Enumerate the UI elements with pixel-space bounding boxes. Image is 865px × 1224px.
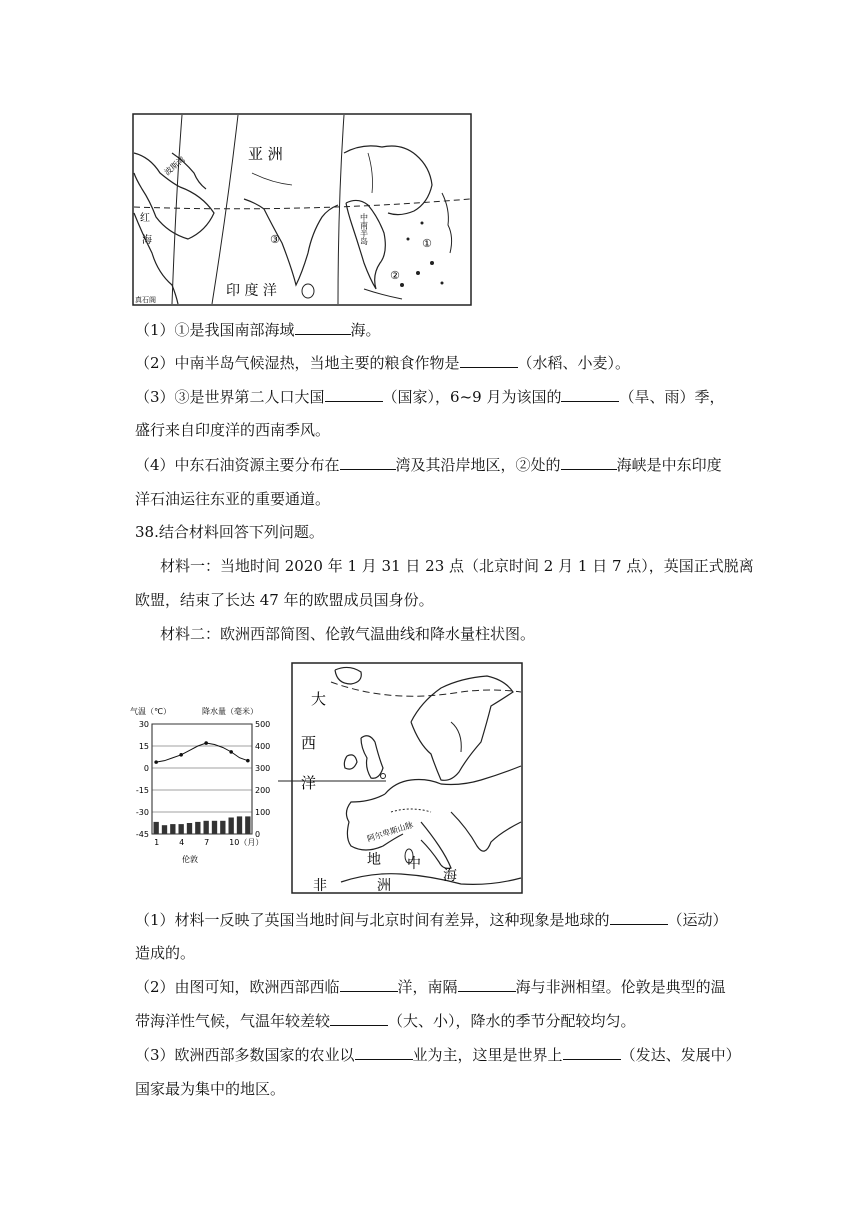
- map2-xi-label: 西: [301, 734, 317, 752]
- temperature-point: [229, 750, 233, 754]
- q38-line-3b: [135, 1079, 285, 1099]
- map2-hai-label: 海: [443, 868, 457, 884]
- chart-left-tick-label: 15: [138, 742, 149, 751]
- chart-right-tick-label: 200: [255, 786, 271, 795]
- map2-zhong-label: 中: [407, 856, 421, 872]
- answer-blank[interactable]: [561, 455, 617, 470]
- chart-right-axis-title: 降水量（毫米）: [202, 707, 258, 716]
- map2-fei-label: 非: [313, 878, 327, 894]
- chart-x-tick-label: 4: [179, 838, 185, 847]
- q37-line-3: [135, 387, 725, 407]
- precip-bar: [154, 822, 159, 834]
- q37-1-text-a: （1）①是我国南部海域: [135, 321, 295, 339]
- q37-line-4: [135, 455, 722, 475]
- chart-right-tick-label: 100: [255, 808, 271, 817]
- precip-bar: [220, 821, 225, 834]
- precip-bar: [187, 823, 192, 834]
- chart-left-tick-label: -15: [135, 786, 149, 795]
- precip-bar: [212, 821, 217, 834]
- q38-material-1a: 材料一：当地时间 2020 年 1 月 31 日 23 点（北京时间 2 月 1 日 7 点），英国正式脱离: [160, 557, 754, 575]
- q38-title: 38.结合材料回答下列问题。: [135, 523, 324, 541]
- answer-blank[interactable]: [330, 1011, 388, 1026]
- precip-bar: [237, 816, 242, 834]
- q38-line-2: [135, 977, 726, 997]
- temperature-point: [154, 760, 158, 764]
- precip-bar: [245, 816, 250, 834]
- answer-blank[interactable]: [458, 977, 516, 992]
- map1-persian-gulf-label: 波斯湾: [162, 154, 187, 178]
- q37-4-text-d: 洋石油运往东亚的重要通道。: [135, 490, 331, 508]
- map2-zhou-label: 洲: [377, 878, 391, 894]
- q38-line-1b: [135, 943, 195, 963]
- q37-3-text-c: （旱、雨）季，: [619, 388, 725, 406]
- chart-x-tick-label: 10（月）: [229, 838, 264, 847]
- precip-bar: [170, 824, 175, 834]
- chart-x-axis-title: 伦敦: [182, 855, 198, 864]
- chart-right-tick-label: 400: [255, 742, 271, 751]
- q38-2-text-a: （2）由图可知，欧洲西部西临: [135, 978, 340, 996]
- map2-di-label: 地: [367, 852, 381, 868]
- q38-line-1: [135, 910, 728, 930]
- answer-blank[interactable]: [340, 455, 396, 470]
- precip-bar: [162, 825, 167, 834]
- q38-line-2b: [135, 1011, 636, 1031]
- q38-2-text-b: 洋，南隔: [397, 978, 458, 996]
- temperature-point: [246, 759, 250, 763]
- q38-3-text-d: 国家最为集中的地区。: [135, 1080, 286, 1098]
- map1-indian-ocean-label: 印 度 洋: [226, 283, 277, 299]
- q37-1-text-b: 海。: [350, 321, 381, 339]
- chart-left-axis-title: 气温（℃）: [130, 707, 171, 716]
- answer-blank[interactable]: [561, 387, 619, 402]
- map1-red-sea-label-2: 海: [142, 235, 152, 246]
- q37-4-text-a: （4）中东石油资源主要分布在: [135, 456, 340, 474]
- answer-blank[interactable]: [325, 387, 383, 402]
- answer-blank[interactable]: [340, 977, 398, 992]
- q38-material-2: 材料二：欧洲西部简图、伦敦气温曲线和降水量柱状图。: [160, 625, 536, 643]
- q38-3-text-b: 业为主，这里是世界上: [412, 1046, 563, 1064]
- q37-4-text-b: 湾及其沿岸地区，②处的: [395, 456, 561, 474]
- answer-blank[interactable]: [295, 320, 351, 335]
- map1-marker-3: ③: [270, 233, 280, 246]
- q38-3-text-c: （发达、发展中）: [620, 1046, 741, 1064]
- answer-blank[interactable]: [610, 910, 668, 925]
- map2-yang-label: 洋: [301, 774, 317, 792]
- q38-1-text-c: 造成的。: [135, 944, 196, 962]
- q38-3-text-a: （3）欧洲西部多数国家的农业以: [135, 1046, 355, 1064]
- q38-line-3: [135, 1045, 741, 1065]
- chart-right-tick-label: 0: [255, 830, 261, 839]
- chart-right-tick-label: 300: [255, 764, 271, 773]
- temperature-point: [179, 753, 183, 757]
- map1-marker-1: ①: [422, 237, 432, 250]
- london-pointer-line: [278, 778, 388, 784]
- q37-line-1: [135, 320, 381, 340]
- answer-blank[interactable]: [355, 1045, 413, 1060]
- map1-indochina-label: 中南半岛: [359, 213, 369, 245]
- chart-left-tick-label: 30: [138, 720, 149, 729]
- q37-line-2: [135, 353, 630, 373]
- q38-1-text-b: （运动）: [667, 911, 728, 929]
- precip-bar: [229, 818, 234, 835]
- q38-2-text-e: （大、小），降水的季节分配较均匀。: [388, 1012, 636, 1030]
- map2-da-label: 大: [311, 690, 327, 708]
- chart-right-tick-label: 500: [255, 720, 271, 729]
- q37-4-text-c: 海峡是中东印度: [616, 456, 722, 474]
- q37-3-text-a: （3）③是世界第二人口大国: [135, 388, 325, 406]
- q37-3-text-b: （国家），6~9 月为该国的: [382, 388, 562, 406]
- answer-blank[interactable]: [563, 1045, 621, 1060]
- q37-line-3b: [135, 420, 330, 440]
- precip-bar: [195, 822, 200, 834]
- chart-x-tick-label: 1: [154, 838, 160, 847]
- map1-asia-label: 亚 洲: [248, 145, 283, 163]
- london-climate-chart: [128, 706, 278, 866]
- precip-bar: [179, 824, 184, 834]
- q38-2-text-c: 海与非洲相望。伦敦是典型的温: [515, 978, 726, 996]
- q37-2-text-b: （水稻、小麦）。: [517, 354, 631, 372]
- q37-3-text-d: 盛行来自印度洋的西南季风。: [135, 421, 331, 439]
- map1-corner-mark: 真石阁: [135, 296, 156, 304]
- map1-red-sea-label-1: 红: [140, 213, 150, 224]
- chart-left-tick-label: -30: [135, 808, 149, 817]
- chart-plot-area: [136, 720, 270, 847]
- q37-2-text-a: （2）中南半岛气候湿热，当地主要的粮食作物是: [135, 354, 460, 372]
- temperature-point: [204, 741, 208, 745]
- chart-left-tick-label: -45: [135, 830, 149, 839]
- q38-1-text-a: （1）材料一反映了英国当地时间与北京时间有差异，这种现象是地球的: [135, 911, 610, 929]
- q37-line-4b: [135, 489, 330, 509]
- answer-blank[interactable]: [460, 353, 518, 368]
- map1-marker-2: ②: [390, 269, 400, 282]
- q38-2-text-d: 带海洋性气候，气温年较差较: [135, 1012, 331, 1030]
- precip-bar: [204, 821, 209, 834]
- chart-x-tick-label: 7: [204, 838, 210, 847]
- q38-material-1b: 欧盟，结束了长达 47 年的欧盟成员国身份。: [135, 591, 434, 609]
- asia-map: [132, 113, 472, 306]
- map2-alps-label: 阿尔卑斯山脉: [365, 820, 415, 844]
- chart-left-tick-label: 0: [143, 764, 149, 773]
